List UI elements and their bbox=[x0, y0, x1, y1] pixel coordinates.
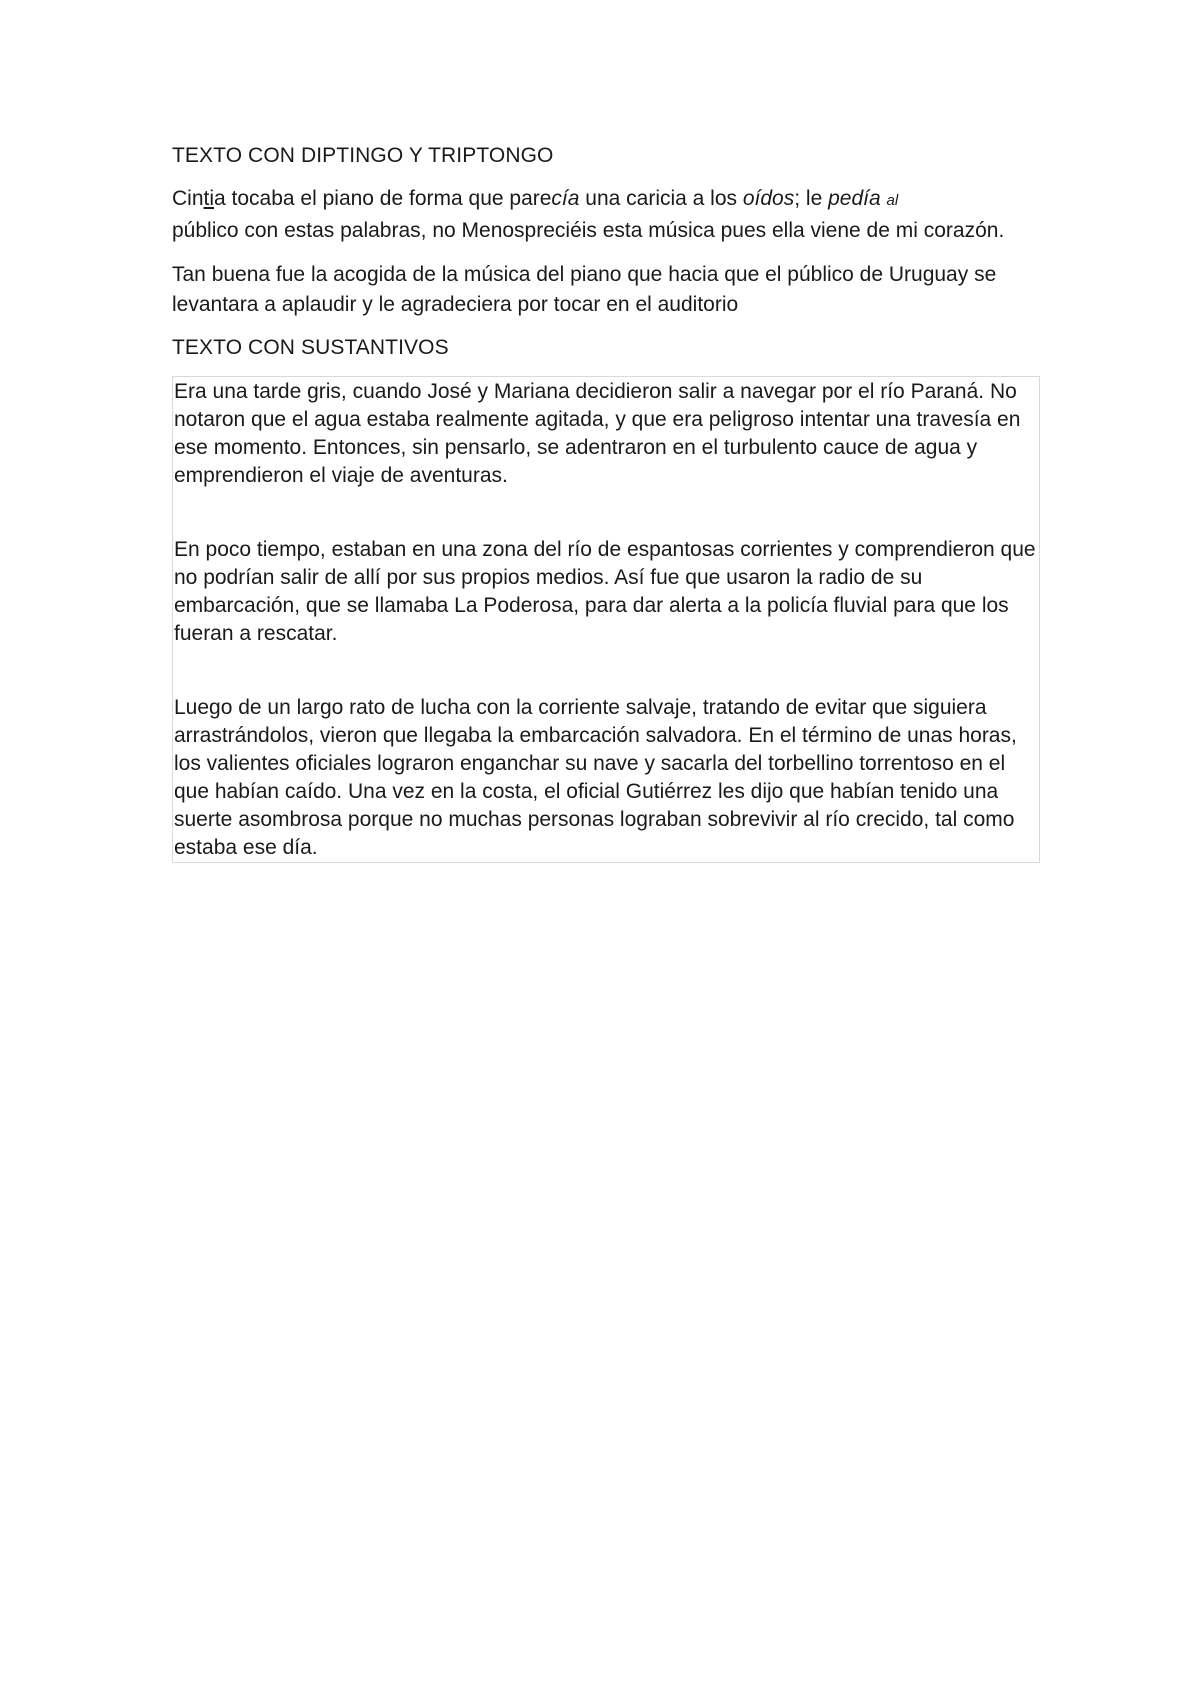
italic-small-text: al bbox=[886, 192, 899, 209]
sustantivos-text-box bbox=[172, 376, 1040, 863]
heading-diptongo-triptongo: TEXTO CON DIPTINGO Y TRIPTONGO bbox=[172, 144, 554, 167]
text-run: a tocaba el piano de forma que pare bbox=[214, 187, 552, 210]
italic-text: oídos bbox=[742, 187, 795, 210]
text-run: público con estas palabras, no Menospreciéis esta música pues ella viene de mi corazón. bbox=[172, 219, 1005, 242]
box-paragraph-1: Era una tarde gris, cuando José y Mariana decidieron salir a navegar por el río Paraná. No notaron que el agua estaba realmente agitada, y que era peligroso intentar una travesía en ese momento. Entonces, sin pensarlo, se adentraron en el turbulento cauce de agua y emprendieron el viaje de aventuras. bbox=[174, 380, 1021, 487]
paragraph-acogida: Tan buena fue la acogida de la música del piano que hacia que el público de Uruguay se levantara a aplaudir y le agradeciera por tocar en el auditorio bbox=[172, 263, 997, 316]
paragraph-gap bbox=[173, 490, 1039, 536]
paragraph-gap bbox=[173, 648, 1039, 694]
box-paragraph-2: En poco tiempo, estaban en una zona del río de espantosas corrientes y comprendieron que no podrían salir de allí por sus propios medios. Así fue que usaron la radio de su embarcación, que se llamaba La Poderosa, para dar alerta a la policía fluvial para que los fueran a rescatar. bbox=[174, 538, 1036, 645]
italic-text: cía bbox=[551, 187, 580, 210]
text-run: ; le bbox=[794, 187, 829, 210]
underlined-text: ti bbox=[203, 187, 215, 210]
italic-text: pedía bbox=[828, 187, 881, 210]
box-paragraph-3: Luego de un largo rato de lucha con la corriente salvaje, tratando de evitar que siguiera arrastrándolos, vieron que llegaba la embarcación salvadora. En el término de unas horas, los valientes oficiales lograron enganchar su nave y sacarla del torbellino torrentoso en el que habían caído. Una vez en la costa, el oficial Gutiérrez les dijo que habían tenido una suerte asombrosa porque no muchas personas lograban sobrevivir al río crecido, tal como estaba ese día. bbox=[174, 696, 1017, 859]
text-run: Cin bbox=[172, 187, 204, 210]
paragraph-cintia bbox=[172, 184, 1040, 246]
document-page bbox=[172, 142, 1040, 863]
text-run: una caricia a los bbox=[579, 187, 743, 210]
heading-sustantivos: TEXTO CON SUSTANTIVOS bbox=[172, 336, 449, 359]
